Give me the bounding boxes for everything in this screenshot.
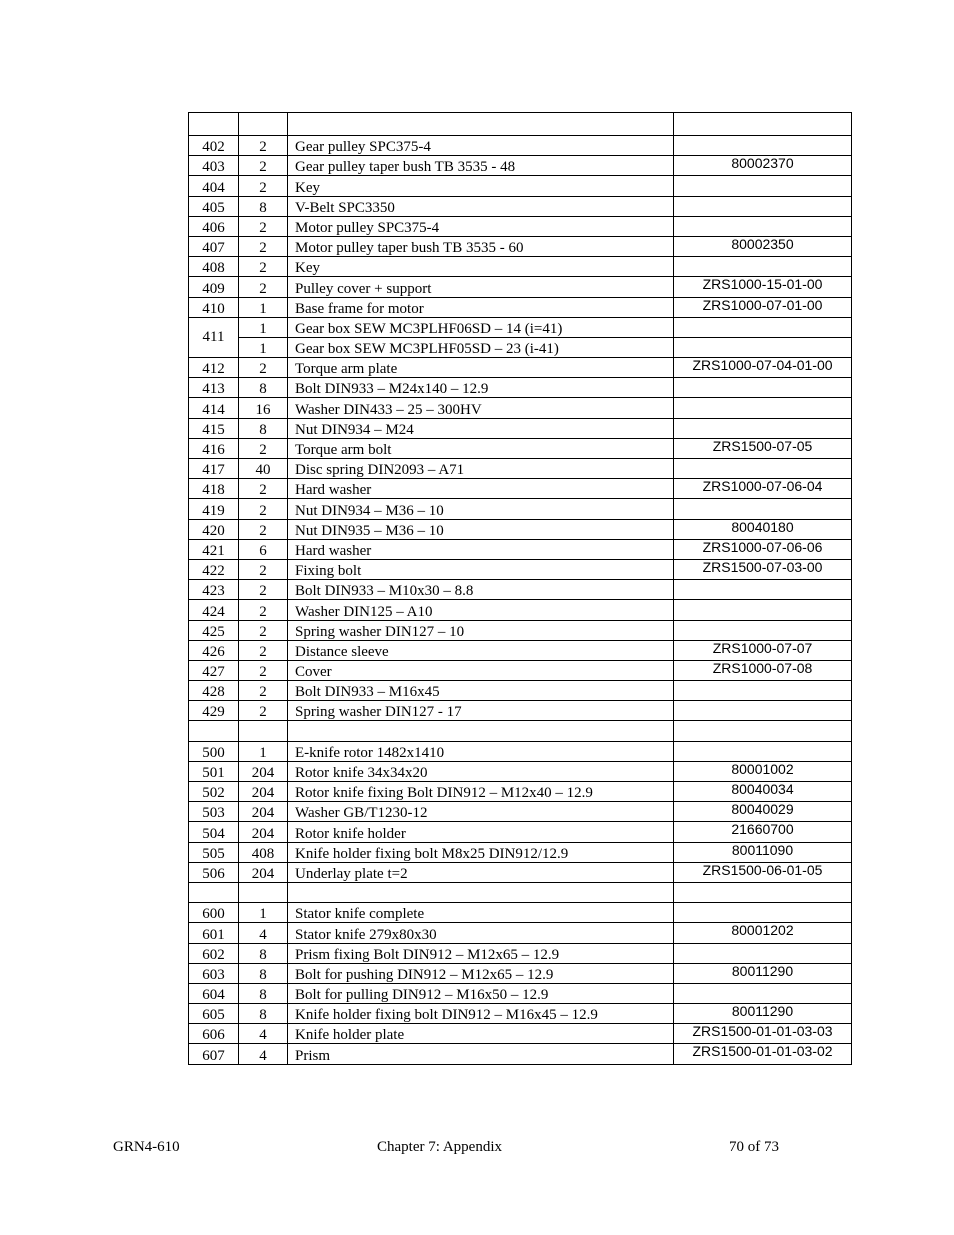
table-row [189, 136, 852, 156]
description-cell: Washer DIN125 – A10 [288, 600, 674, 620]
position-cell: 602 [189, 943, 239, 963]
table-row [189, 903, 852, 923]
quantity-cell: 2 [239, 559, 288, 579]
part-code-cell [674, 378, 852, 398]
quantity-cell: 2 [239, 660, 288, 680]
description-cell: Knife holder plate [288, 1024, 674, 1044]
description-cell: Stator knife complete [288, 903, 674, 923]
table-row [189, 681, 852, 701]
description-cell: Bolt for pulling DIN912 – M16x50 – 12.9 [288, 983, 674, 1003]
part-code-cell [674, 580, 852, 600]
quantity-cell: 2 [239, 156, 288, 176]
part-code-cell: ZRS1000-07-06-04 [674, 479, 852, 499]
quantity-cell: 8 [239, 943, 288, 963]
description-cell: Bolt DIN933 – M16x45 [288, 681, 674, 701]
quantity-cell: 8 [239, 418, 288, 438]
quantity-cell: 2 [239, 600, 288, 620]
position-cell: 413 [189, 378, 239, 398]
quantity-cell [239, 721, 288, 741]
description-cell: Disc spring DIN2093 – A71 [288, 459, 674, 479]
table-row [189, 317, 852, 337]
part-code-cell [674, 113, 852, 136]
position-cell: 406 [189, 216, 239, 236]
position-cell: 425 [189, 620, 239, 640]
position-cell: 415 [189, 418, 239, 438]
part-code-cell [674, 176, 852, 196]
table-row [189, 479, 852, 499]
description-cell: Distance sleeve [288, 640, 674, 660]
quantity-cell: 2 [239, 519, 288, 539]
quantity-cell: 4 [239, 1044, 288, 1064]
position-cell: 504 [189, 822, 239, 842]
position-cell [189, 721, 239, 741]
part-code-cell [674, 196, 852, 216]
table-row [189, 802, 852, 822]
table-row [189, 1044, 852, 1064]
quantity-cell: 1 [239, 317, 288, 337]
position-cell: 408 [189, 257, 239, 277]
part-code-cell: ZRS1000-07-06-06 [674, 539, 852, 559]
quantity-cell: 8 [239, 1004, 288, 1024]
description-cell: Stator knife 279x80x30 [288, 923, 674, 943]
part-code-cell: 80040029 [674, 802, 852, 822]
part-code-cell [674, 216, 852, 236]
quantity-cell: 4 [239, 1024, 288, 1044]
parts-list-body [189, 113, 852, 1065]
description-cell: Spring washer DIN127 - 17 [288, 701, 674, 721]
table-row [189, 782, 852, 802]
quantity-cell: 2 [239, 216, 288, 236]
part-code-cell [674, 721, 852, 741]
description-cell: Washer GB/T1230-12 [288, 802, 674, 822]
part-code-cell: ZRS1000-15-01-00 [674, 277, 852, 297]
part-code-cell: ZRS1500-07-05 [674, 438, 852, 458]
position-cell: 601 [189, 923, 239, 943]
description-cell: Gear box SEW MC3PLHF06SD – 14 (i=41) [288, 317, 674, 337]
position-cell: 412 [189, 358, 239, 378]
part-code-cell [674, 701, 852, 721]
description-cell: Motor pulley SPC375-4 [288, 216, 674, 236]
position-cell: 427 [189, 660, 239, 680]
quantity-cell: 2 [239, 640, 288, 660]
part-code-cell [674, 983, 852, 1003]
description-cell: Nut DIN934 – M36 – 10 [288, 499, 674, 519]
table-row [189, 882, 852, 902]
position-cell: 604 [189, 983, 239, 1003]
position-cell: 506 [189, 862, 239, 882]
footer-document-id: GRN4-610 [113, 1139, 180, 1155]
table-row [189, 358, 852, 378]
table-row [189, 113, 852, 136]
quantity-cell: 1 [239, 741, 288, 761]
table-row [189, 236, 852, 256]
table-row [189, 438, 852, 458]
quantity-cell: 204 [239, 802, 288, 822]
position-cell: 606 [189, 1024, 239, 1044]
quantity-cell: 16 [239, 398, 288, 418]
table-row [189, 600, 852, 620]
part-code-cell: ZRS1500-01-01-03-03 [674, 1024, 852, 1044]
table-row [189, 499, 852, 519]
quantity-cell: 2 [239, 681, 288, 701]
description-cell: Torque arm plate [288, 358, 674, 378]
table-row [189, 580, 852, 600]
position-cell [189, 113, 239, 136]
part-code-cell [674, 418, 852, 438]
table-row [189, 761, 852, 781]
part-code-cell: 80011290 [674, 1004, 852, 1024]
quantity-cell: 2 [239, 176, 288, 196]
part-code-cell [674, 459, 852, 479]
table-row [189, 822, 852, 842]
part-code-cell: 80011090 [674, 842, 852, 862]
position-cell: 424 [189, 600, 239, 620]
part-code-cell: 80040034 [674, 782, 852, 802]
footer-page-number: 70 of 73 [729, 1139, 779, 1155]
description-cell [288, 113, 674, 136]
description-cell: Prism fixing Bolt DIN912 – M12x65 – 12.9 [288, 943, 674, 963]
position-cell: 429 [189, 701, 239, 721]
part-code-cell: 21660700 [674, 822, 852, 842]
part-code-cell: ZRS1000-07-08 [674, 660, 852, 680]
description-cell [288, 882, 674, 902]
description-cell: Torque arm bolt [288, 438, 674, 458]
position-cell: 502 [189, 782, 239, 802]
quantity-cell: 1 [239, 903, 288, 923]
quantity-cell: 2 [239, 499, 288, 519]
table-row [189, 257, 852, 277]
description-cell: Underlay plate t=2 [288, 862, 674, 882]
part-code-cell [674, 681, 852, 701]
table-row [189, 943, 852, 963]
quantity-cell: 2 [239, 438, 288, 458]
description-cell: Fixing bolt [288, 559, 674, 579]
description-cell: Key [288, 257, 674, 277]
description-cell: Hard washer [288, 479, 674, 499]
part-code-cell [674, 337, 852, 357]
quantity-cell: 2 [239, 136, 288, 156]
part-code-cell: ZRS1500-06-01-05 [674, 862, 852, 882]
part-code-cell: 80001002 [674, 761, 852, 781]
position-cell: 421 [189, 539, 239, 559]
part-code-cell: ZRS1500-07-03-00 [674, 559, 852, 579]
description-cell: Rotor knife fixing Bolt DIN912 – M12x40 – 12.9 [288, 782, 674, 802]
table-row [189, 923, 852, 943]
quantity-cell [239, 113, 288, 136]
parts-list-table [188, 112, 852, 1065]
position-cell: 603 [189, 963, 239, 983]
position-cell: 419 [189, 499, 239, 519]
position-cell: 403 [189, 156, 239, 176]
description-cell: Gear pulley SPC375-4 [288, 136, 674, 156]
description-cell: Knife holder fixing bolt DIN912 – M16x45 – 12.9 [288, 1004, 674, 1024]
part-code-cell: 80002370 [674, 156, 852, 176]
quantity-cell: 204 [239, 822, 288, 842]
description-cell: Nut DIN934 – M24 [288, 418, 674, 438]
part-code-cell: ZRS1000-07-07 [674, 640, 852, 660]
table-row [189, 983, 852, 1003]
part-code-cell [674, 136, 852, 156]
position-cell: 417 [189, 459, 239, 479]
quantity-cell: 8 [239, 378, 288, 398]
table-row [189, 721, 852, 741]
quantity-cell: 1 [239, 297, 288, 317]
part-code-cell [674, 317, 852, 337]
table-row [189, 277, 852, 297]
description-cell: Washer DIN433 – 25 – 300HV [288, 398, 674, 418]
table-row [189, 539, 852, 559]
position-cell: 426 [189, 640, 239, 660]
quantity-cell: 40 [239, 459, 288, 479]
part-code-cell [674, 943, 852, 963]
table-row [189, 660, 852, 680]
table-row [189, 297, 852, 317]
description-cell: Motor pulley taper bush TB 3535 - 60 [288, 236, 674, 256]
position-cell: 420 [189, 519, 239, 539]
part-code-cell [674, 257, 852, 277]
table-row [189, 559, 852, 579]
table-row [189, 378, 852, 398]
position-cell: 505 [189, 842, 239, 862]
part-code-cell: ZRS1500-01-01-03-02 [674, 1044, 852, 1064]
description-cell: Gear box SEW MC3PLHF05SD – 23 (i-41) [288, 337, 674, 357]
table-row [189, 216, 852, 236]
quantity-cell: 8 [239, 983, 288, 1003]
description-cell: Bolt for pushing DIN912 – M12x65 – 12.9 [288, 963, 674, 983]
position-cell: 423 [189, 580, 239, 600]
position-cell: 422 [189, 559, 239, 579]
table-row [189, 196, 852, 216]
position-cell: 416 [189, 438, 239, 458]
part-code-cell [674, 903, 852, 923]
part-code-cell [674, 620, 852, 640]
position-cell: 411 [189, 317, 239, 357]
part-code-cell [674, 499, 852, 519]
description-cell: Rotor knife holder [288, 822, 674, 842]
quantity-cell: 8 [239, 196, 288, 216]
part-code-cell: ZRS1000-07-04-01-00 [674, 358, 852, 378]
description-cell: Key [288, 176, 674, 196]
description-cell: E-knife rotor 1482x1410 [288, 741, 674, 761]
quantity-cell: 2 [239, 580, 288, 600]
quantity-cell: 2 [239, 620, 288, 640]
description-cell: Bolt DIN933 – M24x140 – 12.9 [288, 378, 674, 398]
footer-chapter: Chapter 7: Appendix [377, 1139, 502, 1155]
position-cell: 428 [189, 681, 239, 701]
position-cell: 414 [189, 398, 239, 418]
quantity-cell: 4 [239, 923, 288, 943]
table-row [189, 337, 852, 357]
table-row [189, 640, 852, 660]
description-cell: Spring washer DIN127 – 10 [288, 620, 674, 640]
part-code-cell [674, 600, 852, 620]
quantity-cell: 204 [239, 862, 288, 882]
position-cell: 500 [189, 741, 239, 761]
table-row [189, 398, 852, 418]
position-cell: 409 [189, 277, 239, 297]
part-code-cell [674, 398, 852, 418]
position-cell: 607 [189, 1044, 239, 1064]
part-code-cell: 80040180 [674, 519, 852, 539]
position-cell: 503 [189, 802, 239, 822]
part-code-cell: 80001202 [674, 923, 852, 943]
description-cell: Base frame for motor [288, 297, 674, 317]
position-cell: 404 [189, 176, 239, 196]
table-row [189, 176, 852, 196]
table-row [189, 842, 852, 862]
description-cell: Cover [288, 660, 674, 680]
quantity-cell: 1 [239, 337, 288, 357]
table-row [189, 620, 852, 640]
position-cell [189, 882, 239, 902]
quantity-cell: 204 [239, 782, 288, 802]
table-row [189, 519, 852, 539]
position-cell: 605 [189, 1004, 239, 1024]
part-code-cell: 80011290 [674, 963, 852, 983]
quantity-cell: 204 [239, 761, 288, 781]
quantity-cell: 2 [239, 701, 288, 721]
quantity-cell: 2 [239, 236, 288, 256]
quantity-cell [239, 882, 288, 902]
quantity-cell: 2 [239, 277, 288, 297]
description-cell: Hard washer [288, 539, 674, 559]
quantity-cell: 408 [239, 842, 288, 862]
part-code-cell: 80002350 [674, 236, 852, 256]
quantity-cell: 8 [239, 963, 288, 983]
position-cell: 501 [189, 761, 239, 781]
table-row [189, 418, 852, 438]
description-cell: Nut DIN935 – M36 – 10 [288, 519, 674, 539]
description-cell: V-Belt SPC3350 [288, 196, 674, 216]
table-row [189, 1024, 852, 1044]
table-row [189, 156, 852, 176]
position-cell: 405 [189, 196, 239, 216]
position-cell: 407 [189, 236, 239, 256]
quantity-cell: 2 [239, 257, 288, 277]
part-code-cell: ZRS1000-07-01-00 [674, 297, 852, 317]
table-row [189, 459, 852, 479]
description-cell: Bolt DIN933 – M10x30 – 8.8 [288, 580, 674, 600]
quantity-cell: 2 [239, 479, 288, 499]
table-row [189, 862, 852, 882]
table-row [189, 701, 852, 721]
description-cell: Knife holder fixing bolt M8x25 DIN912/12.9 [288, 842, 674, 862]
position-cell: 410 [189, 297, 239, 317]
position-cell: 600 [189, 903, 239, 923]
description-cell: Pulley cover + support [288, 277, 674, 297]
table-row [189, 963, 852, 983]
part-code-cell [674, 882, 852, 902]
part-code-cell [674, 741, 852, 761]
description-cell: Prism [288, 1044, 674, 1064]
position-cell: 418 [189, 479, 239, 499]
table-row [189, 1004, 852, 1024]
quantity-cell: 2 [239, 358, 288, 378]
table-row [189, 741, 852, 761]
description-cell [288, 721, 674, 741]
position-cell: 402 [189, 136, 239, 156]
quantity-cell: 6 [239, 539, 288, 559]
description-cell: Rotor knife 34x34x20 [288, 761, 674, 781]
description-cell: Gear pulley taper bush TB 3535 - 48 [288, 156, 674, 176]
